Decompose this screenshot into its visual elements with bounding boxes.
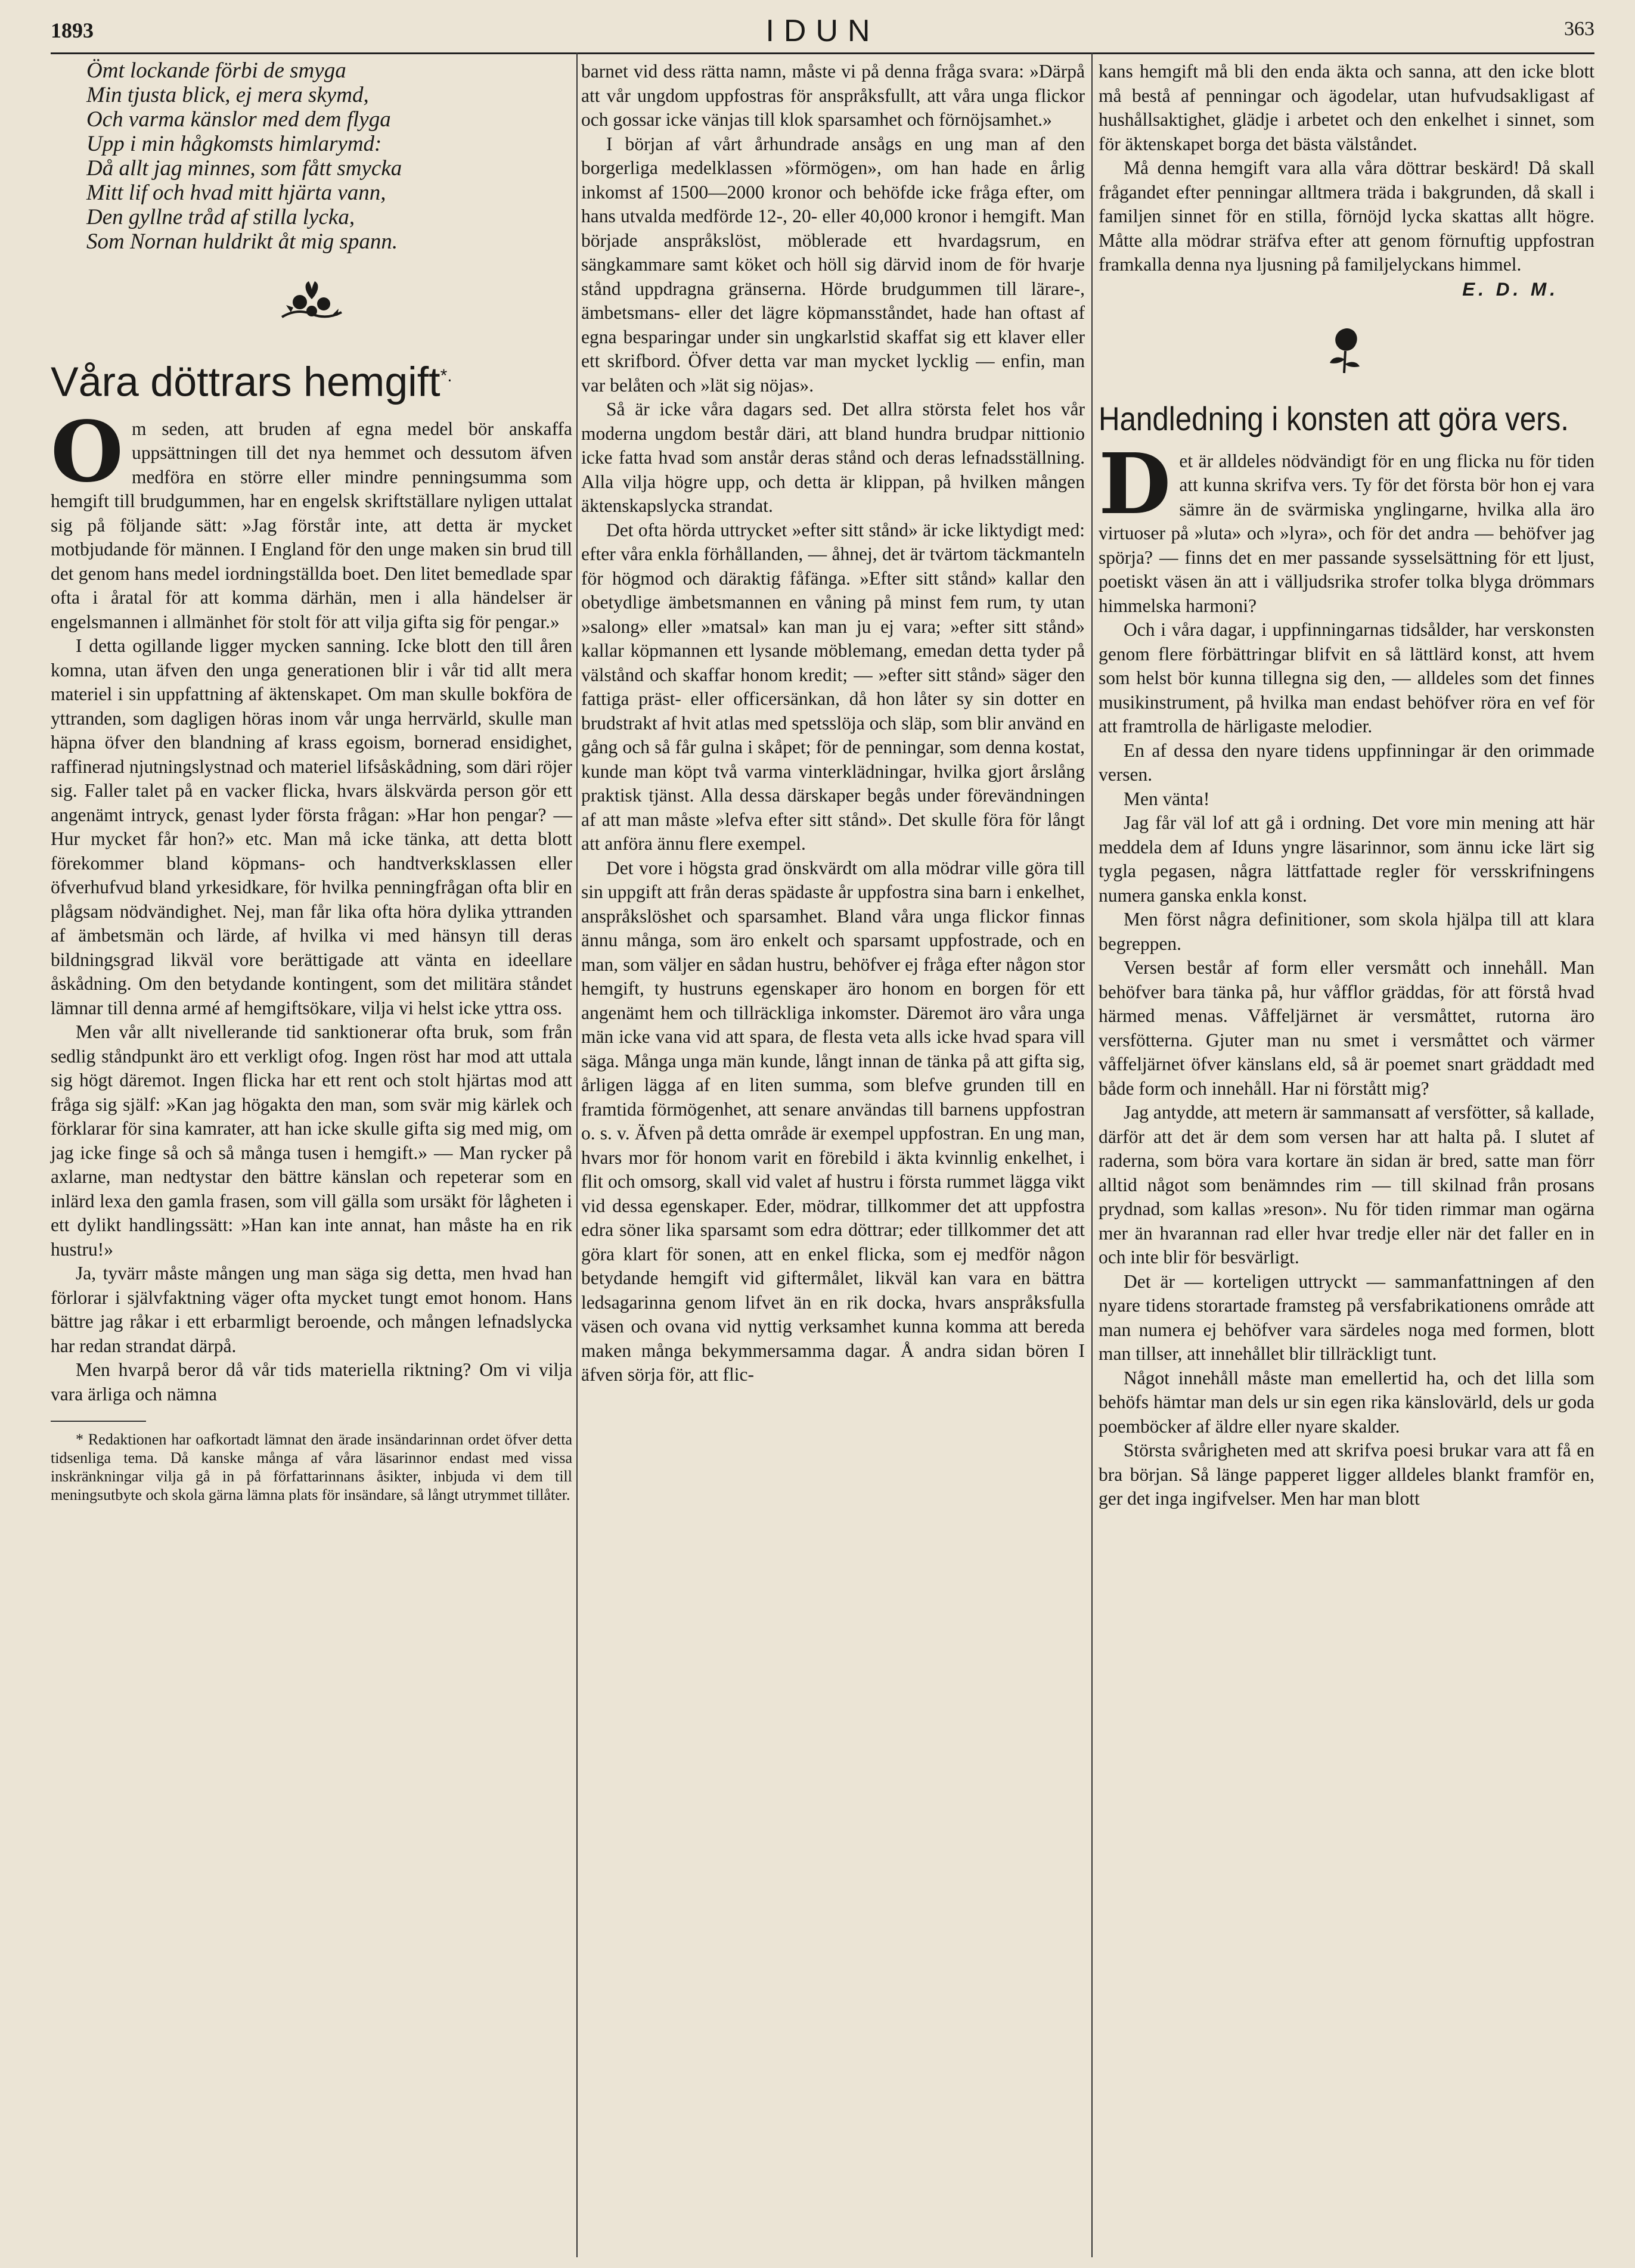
- header-rule: [51, 52, 1594, 54]
- paragraph: Versen består af form eller versmått och innehåll. Man behöfver bara tänka på, hur våfflor gräddas, för att förstå hvad härmed menas. Våffeljärnet är versmåttet, rutorna äro versfötterna. Gjuter man nu smet i versmåttet och värmer våffeljärnet öfver känslans eld, så är poemet snart gräddadt med både form och innehåll. Har ni förstått mig?: [1099, 957, 1594, 1099]
- article-title: [51, 351, 572, 406]
- drop-cap: D: [1099, 435, 1171, 533]
- paragraph: Så är icke våra dagars sed. Det allra största felet hos vår moderna ungdom består däri, att bland hundra brudpar nittionio icke fatta hvad som anstår deras stånd och deras lefnadsställning. Alla vilja högre upp, och detta är klippan, på hvilken mången äktenskapslycka strandat.: [581, 399, 1085, 516]
- page-header: [51, 13, 1594, 49]
- paragraph: Men hvarpå beror då vår tids materiella riktning? Om vi vilja vara ärliga och nämna: [51, 1359, 572, 1405]
- column-3: [1099, 60, 1594, 1511]
- paragraph: Något innehåll måste man emellertid ha, och det lilla som behöfs hämtar man dels ur sin egen rika känslovärld, dels ur goda poemböcker af äldre eller nyare skalder.: [1099, 1367, 1594, 1437]
- column-divider-2: [1091, 52, 1093, 2257]
- column-divider-1: [576, 52, 578, 2257]
- flower-ornament-icon: [51, 275, 572, 335]
- column-1: [51, 60, 572, 1504]
- paragraph: Jag får väl lof att gå i ordning. Det vore min mening att här meddela dem af Iduns yngre läsarinnor, som ännu icke lärt sig tygla pegasen, några lättfattade regler för versskrifningens numera ganska enkla konst.: [1099, 812, 1594, 906]
- signature: E. D. M.: [1462, 278, 1559, 300]
- footnote-text: * Redaktionen har oafkortadt lämnat den ärade insändarinnan ordet öfver detta tidsenliga tema. Då kanske många af våra läsarinnor endast med vissa inskränkningar vilja gå in på författarinnans åsikter, inbjuda vi dem till meningsutbyte och skola gärna lämna plats för insändare, så långt utrymmet tillåter.: [51, 1431, 572, 1504]
- rose-ornament-icon: [1099, 322, 1594, 383]
- poem-line: Som Nornan huldrikt åt mig spann.: [86, 229, 398, 254]
- poem-line: Upp i min hågkomsts himlarymd:: [86, 132, 382, 156]
- paragraph: barnet vid dess rätta namn, måste vi på denna fråga svara: »Därpå att vår ungdom uppfostras för anspråksfullt, att våra unga flickor och gossar icke vänjas till klok sparsamhet och förnöjsamhet.»: [581, 61, 1085, 130]
- footnote: [51, 1430, 572, 1504]
- paragraph: [51, 403, 572, 635]
- paragraph: Det vore i högsta grad önskvärdt om alla mödrar ville göra till sin uppgift att från deras spädaste år uppfostra sina barn i enkelhet, anspråkslöshet och sparsamhet. Bland våra unga flickor finnas ännu många, som äro enkelt och sparsamt uppfostrade, och en man, som väljer en sådan hustru, behöfver ej fråga efter någon stor hemgift, ty hustruns egenskaper äro honom en borgen för ett angenämt hem och tillräckliga inkomster. Däremot äro våra unga män icke vana vid att spara, de flesta veta alls icke hvad spara vill säga. Många unga män kunde, långt innan de tänka på att gifta sig, årligen lägga af en liten summa, som blefve grunden till en framtida förmögenhet, att senare användas till barnens uppfostran o. s. v. Äfven på detta område är exempel uppfostran. En ung man, hvars mor för honom varit en förebild i äkta kvinnlig enkelhet, i flit och omsorg, skall vid valet af hustru i första rummet lägga vikt vid dessa egenskaper. Eder, mödrar, tillkommer det att uppfostra edra söner lika sparsamt som edra döttrar; eder tillkommer det att göra klart för sonen, att en enkel flicka, som ej medför någon betydande hemgift vid giftermålet, likväl kan vara en bättra ledsagarinna genom lifvet än en rik docka, hvars anspråksfulla väsen och ovana vid nyttig verksamhet kunna komma att bereda maken många bekymmersamma dagar. Å andra sidan bören I äfven sörja för, att flic-: [581, 857, 1085, 1385]
- paragraph: Men först några definitioner, som skola hjälpa till att klara begreppen.: [1099, 909, 1594, 954]
- paragraph: [1099, 435, 1594, 619]
- paragraph: Må denna hemgift vara alla våra döttrar beskärd! Då skall frågandet efter penningar alltmera träda i bakgrunden, då skall i familjen sinnet för en stilla, förnöjd lycka skattas allt högre. Måtte alla mödrar sträfva efter att genom förnuftig uppfostran framkalla denna nya ljusning på familjelyckans himmel.: [1099, 157, 1594, 275]
- article-title-text: Våra döttrars hemgift: [51, 358, 440, 405]
- poem-line: Ömt lockande förbi de smyga: [86, 58, 346, 83]
- footnote-rule: [51, 1421, 146, 1422]
- poem-line: Min tjusta blick, ej mera skymd,: [86, 83, 369, 107]
- paragraph: Det är — korteligen uttryckt — sammanfattningen af den nyare tidens storartade framsteg på versfabrikationens område att man numera ej behöfver vara särdeles noga med formen, blott man tillser, att innehållet blir tillräckligt tunt.: [1099, 1270, 1594, 1364]
- lead-text: m seden, att bruden af egna medel bör anskaffa uppsättningen till det nya hemmet och dessutom äfven medföra en större eller mindre penningsumma som hemgift till brudgummen, har en engelsk skriftställare nyligen uttalat sig på följande sätt: »Jag förstår inte, att detta är mycket motbjudande för männen. I England för den unge maken sin brud till det genom hans medel iordningställda boet. Den litet bemedlade spar ofta i åratal för att komma därhän, men i alla händelser är engelsmannen i allmänhet för stolt för att vilja gifta sig för pengar.»: [51, 418, 572, 632]
- lead-text: et är alldeles nödvändigt för en ung flicka nu för tiden att kunna skrifva vers. Ty för det första bör hon ej vara sämre än de svärmiska ynglingarne, hvilka alla äro virtuoser på »luta» och »lyra», och för det andra — behöfver jag spörja? — finns det en mer passande sysselsättning för ett ljust, poetiskt väsen än att i välljudsrika strofer tolka blyga drömmars himmelska harmoni?: [1099, 450, 1594, 616]
- poem-line: Den gyllne tråd af stilla lycka,: [86, 205, 355, 229]
- paragraph: Men vår allt nivellerande tid sanktionerar ofta bruk, som från sedlig ståndpunkt äro ett verkligt ofog. Ingen röst har mod att uttala sig högt däremot. Ingen flicka har ett rent och stolt hjärtas mod att fråga sig själf: »Kan jag högakta den man, som svär mig kärlek och förklarar för sina kamrater, att han icke skulle gifta sig med mig, om jag icke finge så och så många tusen i hemgift.» — Man rycker på axlarne, man nedtystar den bättre känslan och repeterar som en inlärd lexa den gamla frasen, som vill gälla som ursäkt för lågheten i ett dylikt handlingssätt: »Han kan inte annat, han måste ha en rik hustru!»: [51, 1021, 572, 1260]
- paragraph: I detta ogillande ligger mycken sanning. Icke blott den till åren komna, utan äfven den unga generationen blir i vår tid allt mera materiel i sin uppfattning af äktenskapet. Om man skulle bokföra de yttranden, som dagligen höras inom vår unga herrvärld, skulle man häpna öfver den blandning af krass egoism, bornerad ensidighet, raffinerad njutningslystnad och materiel lifsåskådning, som däri röjer sig. Faller talet på en vacker flicka, hvars älskvärda person gör ett angenämt intryck, genast lyder första frågan: »Har hon pengar? — Hur mycket får hon?» etc. Man må icke tänka, att detta blott förekommer bland köpmans- och handtverksklassen eller öfverhufvud bland yrkesidkare, för hvilka penningfrågan ofta blir en plågsam nödvändighet. Nej, man får lika ofta höra dylika yttranden af ämbetsmän och lärde, af hvilka vi med hänsyn till deras bildningsgrad likväl vore berättigade att vänta en ideellare åskådning. Om den betydande kontingent, som det militära ståndet lämnar till denna armé af hemgiftsökare, vilja vi helst icke yttra oss.: [51, 635, 572, 1018]
- page-number: 363: [1564, 18, 1594, 40]
- drop-cap: O: [51, 403, 123, 501]
- column-2: [581, 60, 1085, 1387]
- magazine-title: IDUN: [765, 14, 880, 48]
- poem: [51, 58, 572, 254]
- poem-line: Då allt jag minnes, som fått smycka: [86, 156, 402, 181]
- paragraph: En af dessa den nyare tidens uppfinningar är den orimmade versen.: [1099, 740, 1594, 785]
- paragraph: kans hemgift må bli den enda äkta och sanna, att den icke blott må bestå af penningar och ägodelar, utan hufvudsakligast af hushållsaktighet, glädje i arbetet och den enkelhet i sinnet, som för äktenskapet borga det bästa välståndet.: [1099, 61, 1594, 154]
- year: 1893: [51, 18, 94, 42]
- paragraph: Men vänta!: [1124, 788, 1210, 809]
- paragraph: Ja, tyvärr måste mången ung man säga sig detta, men hvad han förlorar i självfaktning väger ofta mycket tungt emot honom. Hans bättre jag råkar i ett erbarmligt beroende, och mången lefnadslycka har redan strandat därpå.: [51, 1263, 572, 1356]
- paragraph: Och i våra dagar, i uppfinningarnas tidsålder, har verskonsten genom flere förbättringar blifvit en så lättlärd konst, att hvem som helst bör kunna tillegna sig den, — alldeles som det finnes musikinstrument, på hvilka man endast behöfver röra en vef för att framtrolla de härligaste melodier.: [1099, 619, 1594, 737]
- footnote-mark: *.: [440, 365, 452, 386]
- article-title: Handledning i konsten att göra vers.: [1099, 399, 1569, 437]
- paragraph: Det ofta hörda uttrycket »efter sitt stånd» är icke liktydigt med: efter våra enkla förhållanden, — åhnej, det är tvärtom täckmanteln för högmod och däraktig fåfänga. »Efter sitt stånd» kallar den obetydlige ämbetsmannen en våning på minst fem rum, ty utan »salong» eller »matsal» kan man ju ej vara; »efter sitt stånd» kallar köpmannen ett lysande möblemang, emedan detta tyder på välstånd och skaffar honom kredit; — »efter sitt stånd» säger den fattiga präst- eller officersänkan, då hon låter sy sin dotter en brudstrakt af hvit atlas med spetsslöja och släp, som blir använd en gång och så får gulna i skåpet; för de penningar, som denna kostat, kunde man köpt två varma vinterklädningar, hvilka gjort årslång praktisk tjänst. Alla dessa därskaper begås under förevändningen af att man måste »lefva efter sitt stånd». Det skulle föra för långt att anföra ännu flere exempel.: [581, 519, 1085, 854]
- poem-line: Och varma känslor med dem flyga: [86, 107, 391, 132]
- poem-line: Mitt lif och hvad mitt hjärta vann,: [86, 181, 386, 205]
- paragraph: Jag antydde, att metern är sammansatt af versfötter, så kallade, därför att det är dem som versen har att halta på. I slutet af raderna, som böra vara kortare än sidan är bred, satte man förr alltid något som benämndes rim — till skilnad från prosans prydnad, som kallas »reson». Nu för tiden rimmar man ogärna mer än hvarannan rad eller hvar tredje eller när det faller en in och inte blir för besvärligt.: [1099, 1102, 1594, 1267]
- paragraph: I början af vårt århundrade ansågs en ung man af den borgerliga medelklassen »förmögen», om han hade en årlig inkomst af 1500—2000 kronor och behöfde icke fråga efter, om hans utvalda medförde 12-, 20- eller 40,000 kronor i hemgift. Man började anspråkslöst, möblerade ett hvardagsrum, en sängkammare samt köket och höll sig därvid inom de för hvarje stånd uppdragna gränserna. Hörde brudgummen till lärare-, ämbetsmans- eller det lägre köpmansståndet, hade han oftast af egna besparingar under sin ungkarlstid skaffat sig ett klaver eller ett skrifbord. Öfver detta var man mycket lycklig — enfin, man var belåten och »lät sig nöjas».: [581, 133, 1085, 396]
- paragraph: Största svårigheten med att skrifva poesi brukar vara att få en bra början. Så länge papperet ligger alldeles blankt framför en, ger det inga ingifvelser. Men har man blott: [1099, 1440, 1594, 1509]
